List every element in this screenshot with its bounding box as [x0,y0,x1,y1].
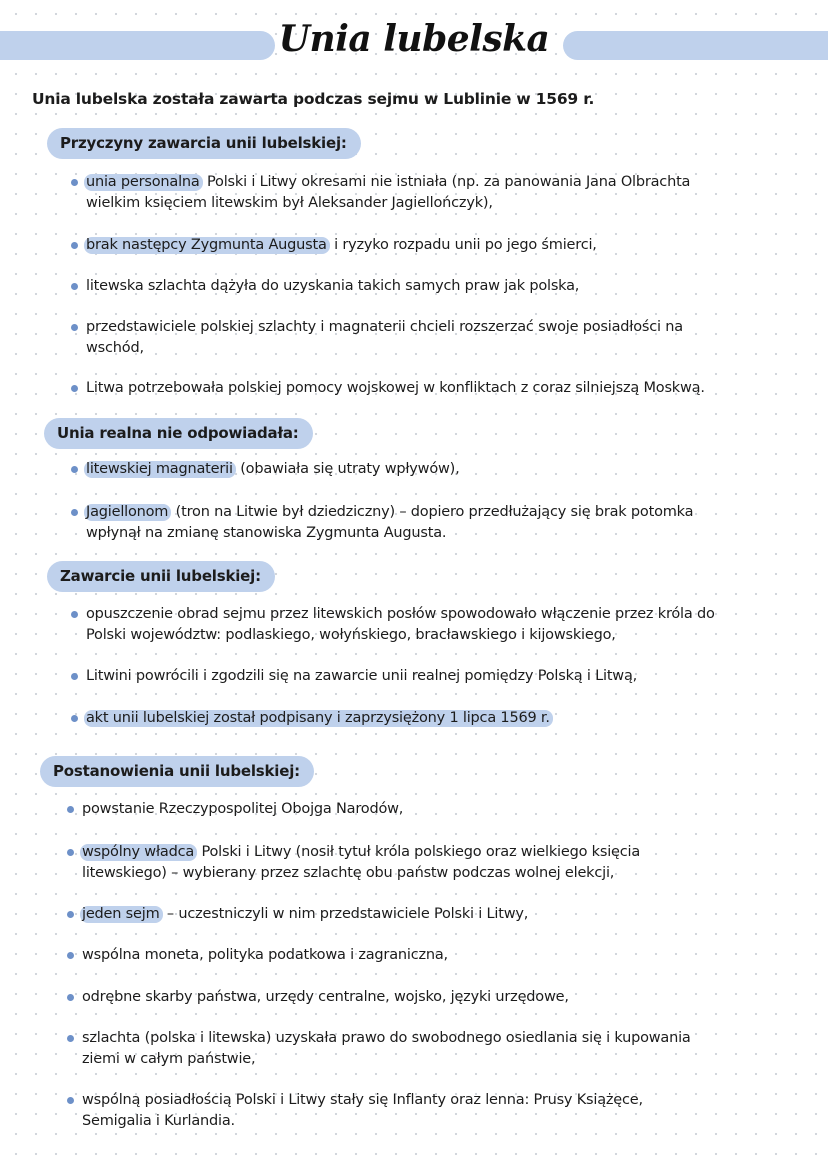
bullet-icon [71,715,78,722]
bullet-icon [67,806,74,813]
item-text-continued: wpłynął na zmianę stanowiska Zygmunta Augusta. [86,525,447,541]
item-text-continued: wschód, [86,340,144,356]
page-title: Unia lubelska [278,18,550,60]
list-item [86,708,786,729]
bullet-icon [67,911,74,918]
list-item [86,502,786,544]
item-text: Litwini powrócili i zgodzili się na zawarcie unii realnej pomiędzy Polską i Litwą, [86,668,638,684]
bullet-icon [71,242,78,249]
highlighted-term: brak następcy Zygmunta Augusta [84,237,330,254]
highlighted-term: unia personalna [84,174,203,191]
list-item [82,945,782,966]
bullet-icon [71,466,78,473]
list-item [86,666,786,687]
highlighted-term: litewskiej magnaterii [84,461,236,478]
list-item [82,842,782,884]
item-text: szlachta (polska i litewska) uzyskała prawo do swobodnego osiedlania się i kupowania [82,1030,691,1046]
section-heading: Postanowienia unii lubelskiej: [40,756,314,787]
bullet-icon [71,611,78,618]
highlighted-term: jeden sejm [80,906,163,923]
item-text: Polski i Litwy okresami nie istniała (np. za panowania Jana Olbrachta [202,174,691,190]
bullet-icon [71,385,78,392]
item-text: Litwa potrzebowała polskiej pomocy wojskowej w konfliktach z coraz silniejszą Moskwą. [86,380,705,396]
bullet-icon [71,673,78,680]
item-text: opuszczenie obrad sejmu przez litewskich posłów spowodowało włączenie przez króla do [86,606,715,622]
highlighted-term: akt unii lubelskiej został podpisany i zaprzysiężony 1 lipca 1569 r. [84,710,553,727]
bullet-icon [67,849,74,856]
item-text: litewska szlachta dążyła do uzyskania takich samych praw jak polska, [86,278,580,294]
bullet-icon [71,324,78,331]
highlighted-term: wspólny władca [80,844,197,861]
list-item [86,604,786,646]
item-text: – uczestniczyli w nim przedstawiciele Polski i Litwy, [162,906,529,922]
section-heading: Przyczyny zawarcia unii lubelskiej: [47,128,361,159]
list-item [86,172,786,214]
list-item [86,235,786,256]
bullet-icon [67,952,74,959]
list-item [82,987,782,1008]
item-text: odrębne skarby państwa, urzędy centralne, wojsko, języki urzędowe, [82,989,569,1005]
bullet-icon [67,994,74,1001]
item-text: powstanie Rzeczypospolitej Obojga Narodów, [82,801,404,817]
section-heading: Zawarcie unii lubelskiej: [47,561,275,592]
list-item [82,799,782,820]
item-text: (obawiała się utraty wpływów), [235,461,460,477]
intro-text: Unia lubelska została zawarta podczas sejmu w Lublinie w 1569 r. [32,90,595,108]
item-text: (tron na Litwie był dziedziczny) – dopiero przedłużający się brak potomka [171,504,694,520]
item-text-continued: Semigalia i Kurlandia. [82,1113,235,1129]
item-text: przedstawiciele polskiej szlachty i magnaterii chcieli rozszerzać swoje posiadłości na [86,319,683,335]
list-item [86,276,786,297]
item-text: i ryzyko rozpadu unii po jego śmierci, [329,237,597,253]
highlighted-term: Jagiellonom [84,504,171,521]
item-text-continued: litewskiego) – wybierany przez szlachtę obu państw podczas wolnej elekcji, [82,865,615,881]
item-text: Polski i Litwy (nosił tytuł króla polskiego oraz wielkiego księcia [197,844,641,860]
list-item [82,904,782,925]
list-item [86,459,786,480]
item-text-continued: Polski województw: podlaskiego, wołyńskiego, bracławskiego i kijowskiego, [86,627,616,643]
section-heading: Unia realna nie odpowiadała: [44,418,313,449]
item-text: wspólna moneta, polityka podatkowa i zagraniczna, [82,947,448,963]
bullet-icon [71,509,78,516]
bullet-icon [71,283,78,290]
list-item [86,317,786,359]
bullet-icon [67,1035,74,1042]
item-text-continued: wielkim księciem litewskim był Aleksander Jagiellończyk), [86,195,493,211]
bullet-icon [67,1097,74,1104]
list-item [82,1028,782,1070]
list-item [86,378,786,399]
item-text: wspólną posiadłością Polski i Litwy stały się Inflanty oraz lenna: Prusy Książęce, [82,1092,643,1108]
item-text-continued: ziemi w całym państwie, [82,1051,256,1067]
bullet-icon [71,179,78,186]
list-item [82,1090,782,1132]
